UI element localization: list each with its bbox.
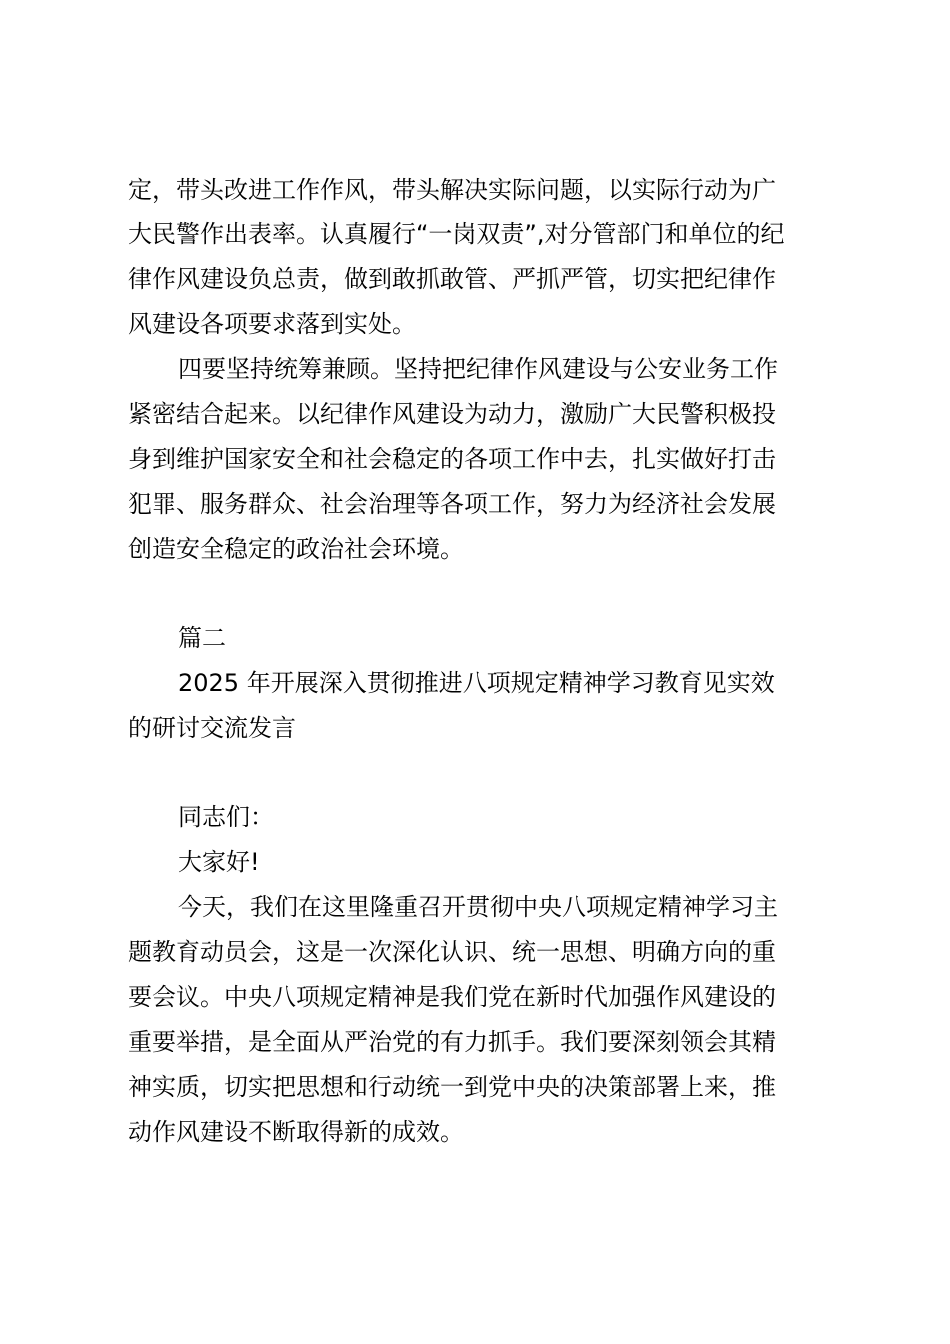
paragraph-line: 紧密结合起来。以纪律作风建设为动力，激励广大民警积极投 [128, 400, 776, 428]
salutation: 同志们： [178, 803, 274, 831]
paragraph-line: 重要举措，是全面从严治党的有力抓手。我们要深刻领会其精 [128, 1028, 776, 1056]
paragraph-line: 创造安全稳定的政治社会环境。 [128, 535, 464, 563]
paragraph-line: 题教育动员会，这是一次深化认识、统一思想、明确方向的重 [128, 938, 776, 966]
document-title: 2025 年开展深入贯彻推进八项规定精神学习教育见实效 [178, 669, 775, 697]
section-label: 篇二 [178, 624, 226, 652]
paragraph-line: 要会议。中央八项规定精神是我们党在新时代加强作风建设的 [128, 983, 776, 1011]
paragraph-line: 今天，我们在这里隆重召开贯彻中央八项规定精神学习主 [178, 893, 778, 921]
paragraph-line: 身到维护国家安全和社会稳定的各项工作中去，扎实做好打击 [128, 445, 776, 473]
paragraph-line: 四要坚持统筹兼顾。坚持把纪律作风建设与公安业务工作 [178, 355, 778, 383]
paragraph-line: 大民警作出表率。认真履行“一岗双责”,对分管部门和单位的纪 [128, 220, 785, 248]
paragraph-line: 动作风建设不断取得新的成效。 [128, 1118, 464, 1146]
paragraph-line: 犯罪、服务群众、社会治理等各项工作，努力为经济社会发展 [128, 490, 776, 518]
greeting: 大家好! [178, 848, 260, 876]
paragraph-line: 定，带头改进工作作风，带头解决实际问题，以实际行动为广 [128, 176, 776, 204]
document-title-continued: 的研讨交流发言 [128, 714, 296, 742]
paragraph-line: 律作风建设负总责，做到敢抓敢管、严抓严管，切实把纪律作 [128, 265, 776, 293]
paragraph-line: 风建设各项要求落到实处。 [128, 310, 416, 338]
paragraph-line: 神实质，切实把思想和行动统一到党中央的决策部署上来，推 [128, 1073, 776, 1101]
